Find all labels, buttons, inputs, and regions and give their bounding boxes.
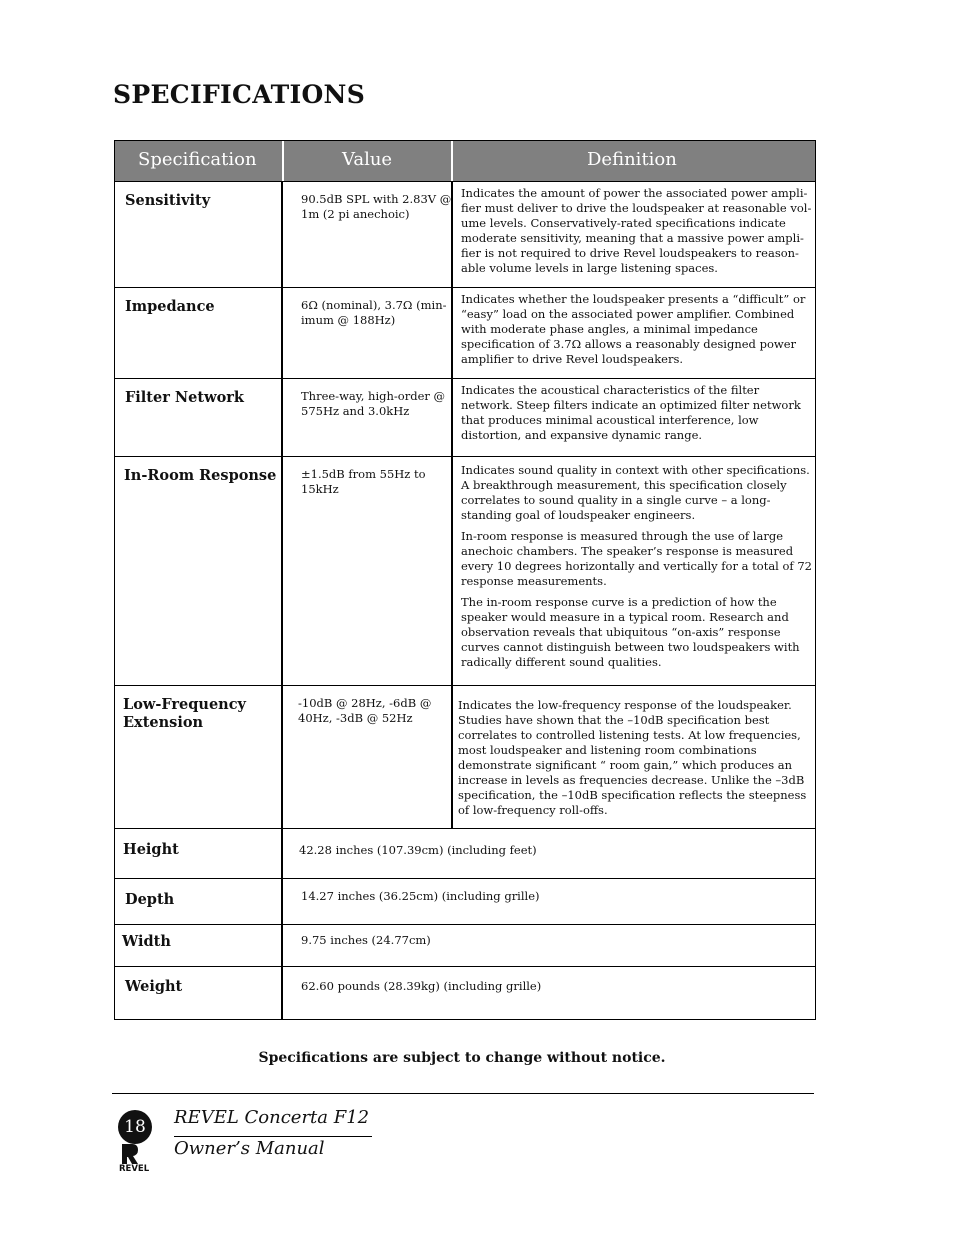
spec-label: Height [123,841,179,858]
spec-value: 9.75 inches (24.77cm) [301,933,431,947]
table-row [114,457,816,686]
spec-label: In-Room Response [124,467,277,484]
header-specification: Specification [138,149,257,170]
spec-definition: Indicates the acoustical characteristics of the filter network. Steep filters indicate an optimized filter network that produces minimal acoustical interference, low distortion, and expansive dynamic range. [461,383,801,442]
table-header [114,140,816,182]
page-number: 18 [118,1110,152,1144]
spec-value: 14.27 inches (36.25cm) (including grille) [301,889,540,903]
table-row [114,288,816,379]
spec-value: 6Ω (nominal), 3.7Ω (min-imum @ 188Hz) [301,298,447,327]
spec-value: 42.28 inches (107.39cm) (including feet) [299,843,537,857]
spec-value: ±1.5dB from 55Hz to 15kHz [301,467,426,496]
header-definition: Definition [587,149,677,170]
table-row [114,925,816,967]
svg-text:REVEL: REVEL [119,1164,150,1172]
table-row [114,379,816,457]
table-row [114,829,816,879]
spec-definition: Indicates whether the loudspeaker presents a “difficult” or “easy” load on the associated power amplifier. Combined with moderate phase angles, a minimal impedance specification of 3.7Ω allows a reasonably designed power amplifier to drive Revel loudspeakers. [461,292,806,366]
disclaimer-note: Specifications are subject to change without notice. [258,1050,666,1066]
spec-label: Weight [125,978,183,995]
footer-divider [112,1093,814,1094]
product-name: REVEL Concerta F12 [174,1107,370,1128]
spec-value: 90.5dB SPL with 2.83V @ 1m (2 pi anechoic) [301,192,452,221]
table-row [114,686,816,829]
spec-label: Width [122,933,171,950]
spec-definition: Indicates the low-frequency response of the loudspeaker. Studies have shown that the –10dB specification best correlates to controlled listening tests. At low frequencies, most loudspeaker and listening room combinations demonstrate significant “ room gain,” which produces an increase in levels as frequencies decrease. Unlike the –3dB specification, the –10dB specification reflects the steepness of low-frequency roll-offs. [458,698,807,817]
spec-value: Three-way, high-order @ 575Hz and 3.0kHz [301,389,446,418]
table-row [114,967,816,1020]
spec-definition: Indicates sound quality in context with other specifications. A breakthrough measurement, this specification closely correlates to sound quality in a single curve – a long-standing goal of loudspeaker engineers. In-room response is measured through the use of large anechoic chambers. The speaker’s response is measured every 10 degrees horizontally and vertically for a total of 72 response measurements. The in-room response curve is a prediction of how the speaker would measure in a typical room. Research and observation reveals that ubiquitous “on-axis” response curves cannot distinguish between two loudspeakers with radically different sound qualities. [461,463,812,669]
spec-value: 62.60 pounds (28.39kg) (including grille) [301,979,542,993]
table-row [114,182,816,288]
revel-logo [118,1144,160,1172]
spec-label: Low-Frequency Extension [123,696,246,731]
page-title: SPECIFICATIONS [113,80,366,109]
spec-label: Sensitivity [125,192,211,209]
spec-definition: Indicates the amount of power the associated power ampli-fier must deliver to drive the loudspeaker at reasonable vol-ume levels. Conservatively-rated specifications indicate moderate sensitivity, meaning that a massive power ampli-fier is not required to drive Revel loudspeakers to reason-able volume levels in large listening spaces. [461,186,812,275]
footer-underline [174,1136,372,1137]
manual-title: Owner’s Manual [174,1138,325,1159]
header-value: Value [342,149,393,170]
table-row [114,879,816,925]
spec-label: Filter Network [125,389,244,406]
spec-value: -10dB @ 28Hz, -6dB @ 40Hz, -3dB @ 52Hz [298,696,432,725]
spec-label: Impedance [125,298,215,315]
spec-label: Depth [125,891,175,908]
